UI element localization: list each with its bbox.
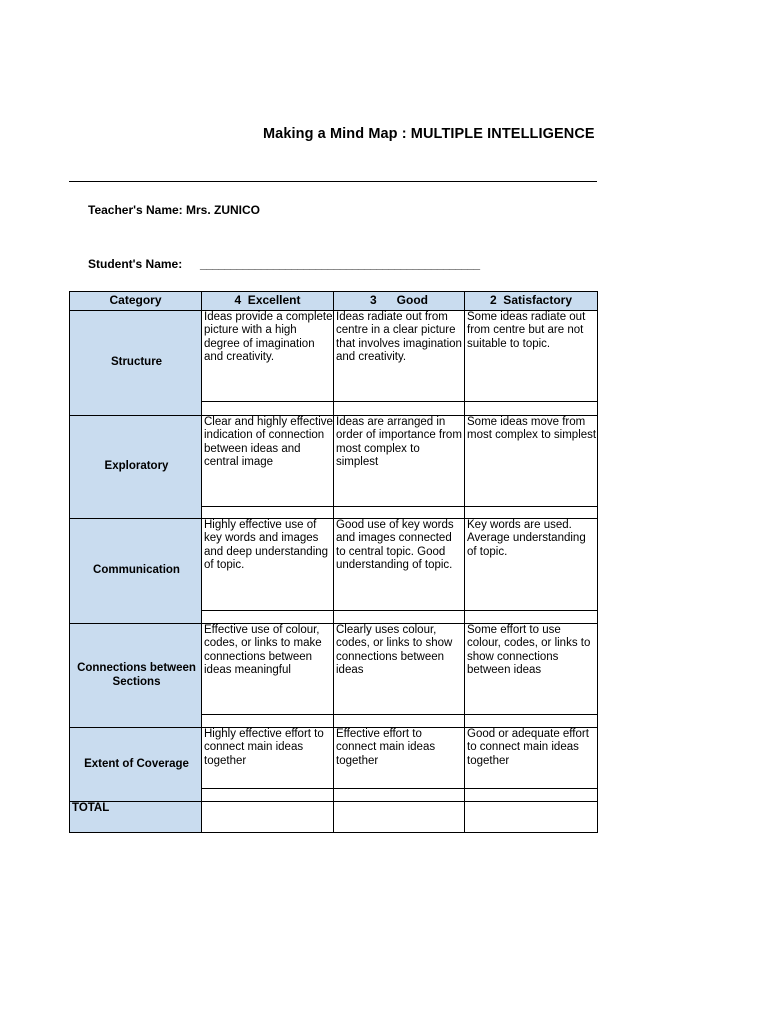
cell-coverage-good: Effective effort to connect main ideas together: [334, 728, 465, 789]
score-exploratory-satisfactory[interactable]: [465, 507, 598, 519]
score-structure-excellent[interactable]: [202, 402, 334, 416]
student-name-blank[interactable]: ______________________________________________: [200, 257, 480, 271]
category-structure: Structure: [70, 311, 202, 416]
score-connections-excellent[interactable]: [202, 715, 334, 728]
cell-connections-satisfactory: Some effort to use colour, codes, or links to show connections between ideas: [465, 624, 598, 715]
score-exploratory-excellent[interactable]: [202, 507, 334, 519]
title-divider: [69, 181, 597, 182]
table-row: [70, 624, 598, 715]
header-excellent: 4 Excellent: [202, 292, 334, 311]
header-good: 3 Good: [334, 292, 465, 311]
page-title: Making a Mind Map : MULTIPLE INTELLIGENCE: [263, 126, 595, 142]
cell-communication-good: Good use of key words and images connected to central topic. Good understanding of topic.: [334, 519, 465, 611]
cell-communication-excellent: Highly effective use of key words and images and deep understanding of topic.: [202, 519, 334, 611]
cell-exploratory-satisfactory: Some ideas move from most complex to simplest: [465, 416, 598, 507]
cell-coverage-satisfactory: Good or adequate effort to connect main ideas together: [465, 728, 598, 789]
score-connections-satisfactory[interactable]: [465, 715, 598, 728]
rubric-table: [69, 291, 598, 833]
total-good[interactable]: [334, 802, 465, 833]
cell-structure-good: Ideas radiate out from centre in a clear picture that involves imagination and creativity.: [334, 311, 465, 402]
score-coverage-good[interactable]: [334, 789, 465, 802]
score-structure-satisfactory[interactable]: [465, 402, 598, 416]
cell-structure-excellent: Ideas provide a complete picture with a high degree of imagination and creativity.: [202, 311, 334, 402]
score-exploratory-good[interactable]: [334, 507, 465, 519]
table-row: [70, 416, 598, 507]
student-name-label: Student's Name:: [88, 257, 183, 271]
cell-exploratory-good: Ideas are arranged in order of importance from most complex to simplest: [334, 416, 465, 507]
total-label: TOTAL: [70, 802, 202, 833]
header-row: [70, 292, 598, 311]
category-communication: Communication: [70, 519, 202, 624]
header-category: Category: [70, 292, 202, 311]
score-communication-satisfactory[interactable]: [465, 611, 598, 624]
cell-communication-satisfactory: Key words are used. Average understanding of topic.: [465, 519, 598, 611]
total-satisfactory[interactable]: [465, 802, 598, 833]
cell-connections-good: Clearly uses colour, codes, or links to show connections between ideas: [334, 624, 465, 715]
cell-coverage-excellent: Highly effective effort to connect main ideas together: [202, 728, 334, 789]
cell-connections-excellent: Effective use of colour, codes, or links to make connections between ideas meaningful: [202, 624, 334, 715]
cell-structure-satisfactory: Some ideas radiate out from centre but are not suitable to topic.: [465, 311, 598, 402]
score-coverage-excellent[interactable]: [202, 789, 334, 802]
score-structure-good[interactable]: [334, 402, 465, 416]
category-connections: Connections between Sections: [70, 624, 202, 728]
total-row: [70, 802, 598, 833]
header-satisfactory: 2 Satisfactory: [465, 292, 598, 311]
table-row: [70, 728, 598, 789]
score-communication-good[interactable]: [334, 611, 465, 624]
table-row: [70, 519, 598, 611]
score-connections-good[interactable]: [334, 715, 465, 728]
cell-exploratory-excellent: Clear and highly effective indication of connection between ideas and central image: [202, 416, 334, 507]
total-excellent[interactable]: [202, 802, 334, 833]
category-coverage: Extent of Coverage: [70, 728, 202, 802]
score-coverage-satisfactory[interactable]: [465, 789, 598, 802]
table-row: [70, 311, 598, 402]
category-exploratory: Exploratory: [70, 416, 202, 519]
score-communication-excellent[interactable]: [202, 611, 334, 624]
teacher-name-label: Teacher's Name: Mrs. ZUNICO: [88, 203, 261, 217]
